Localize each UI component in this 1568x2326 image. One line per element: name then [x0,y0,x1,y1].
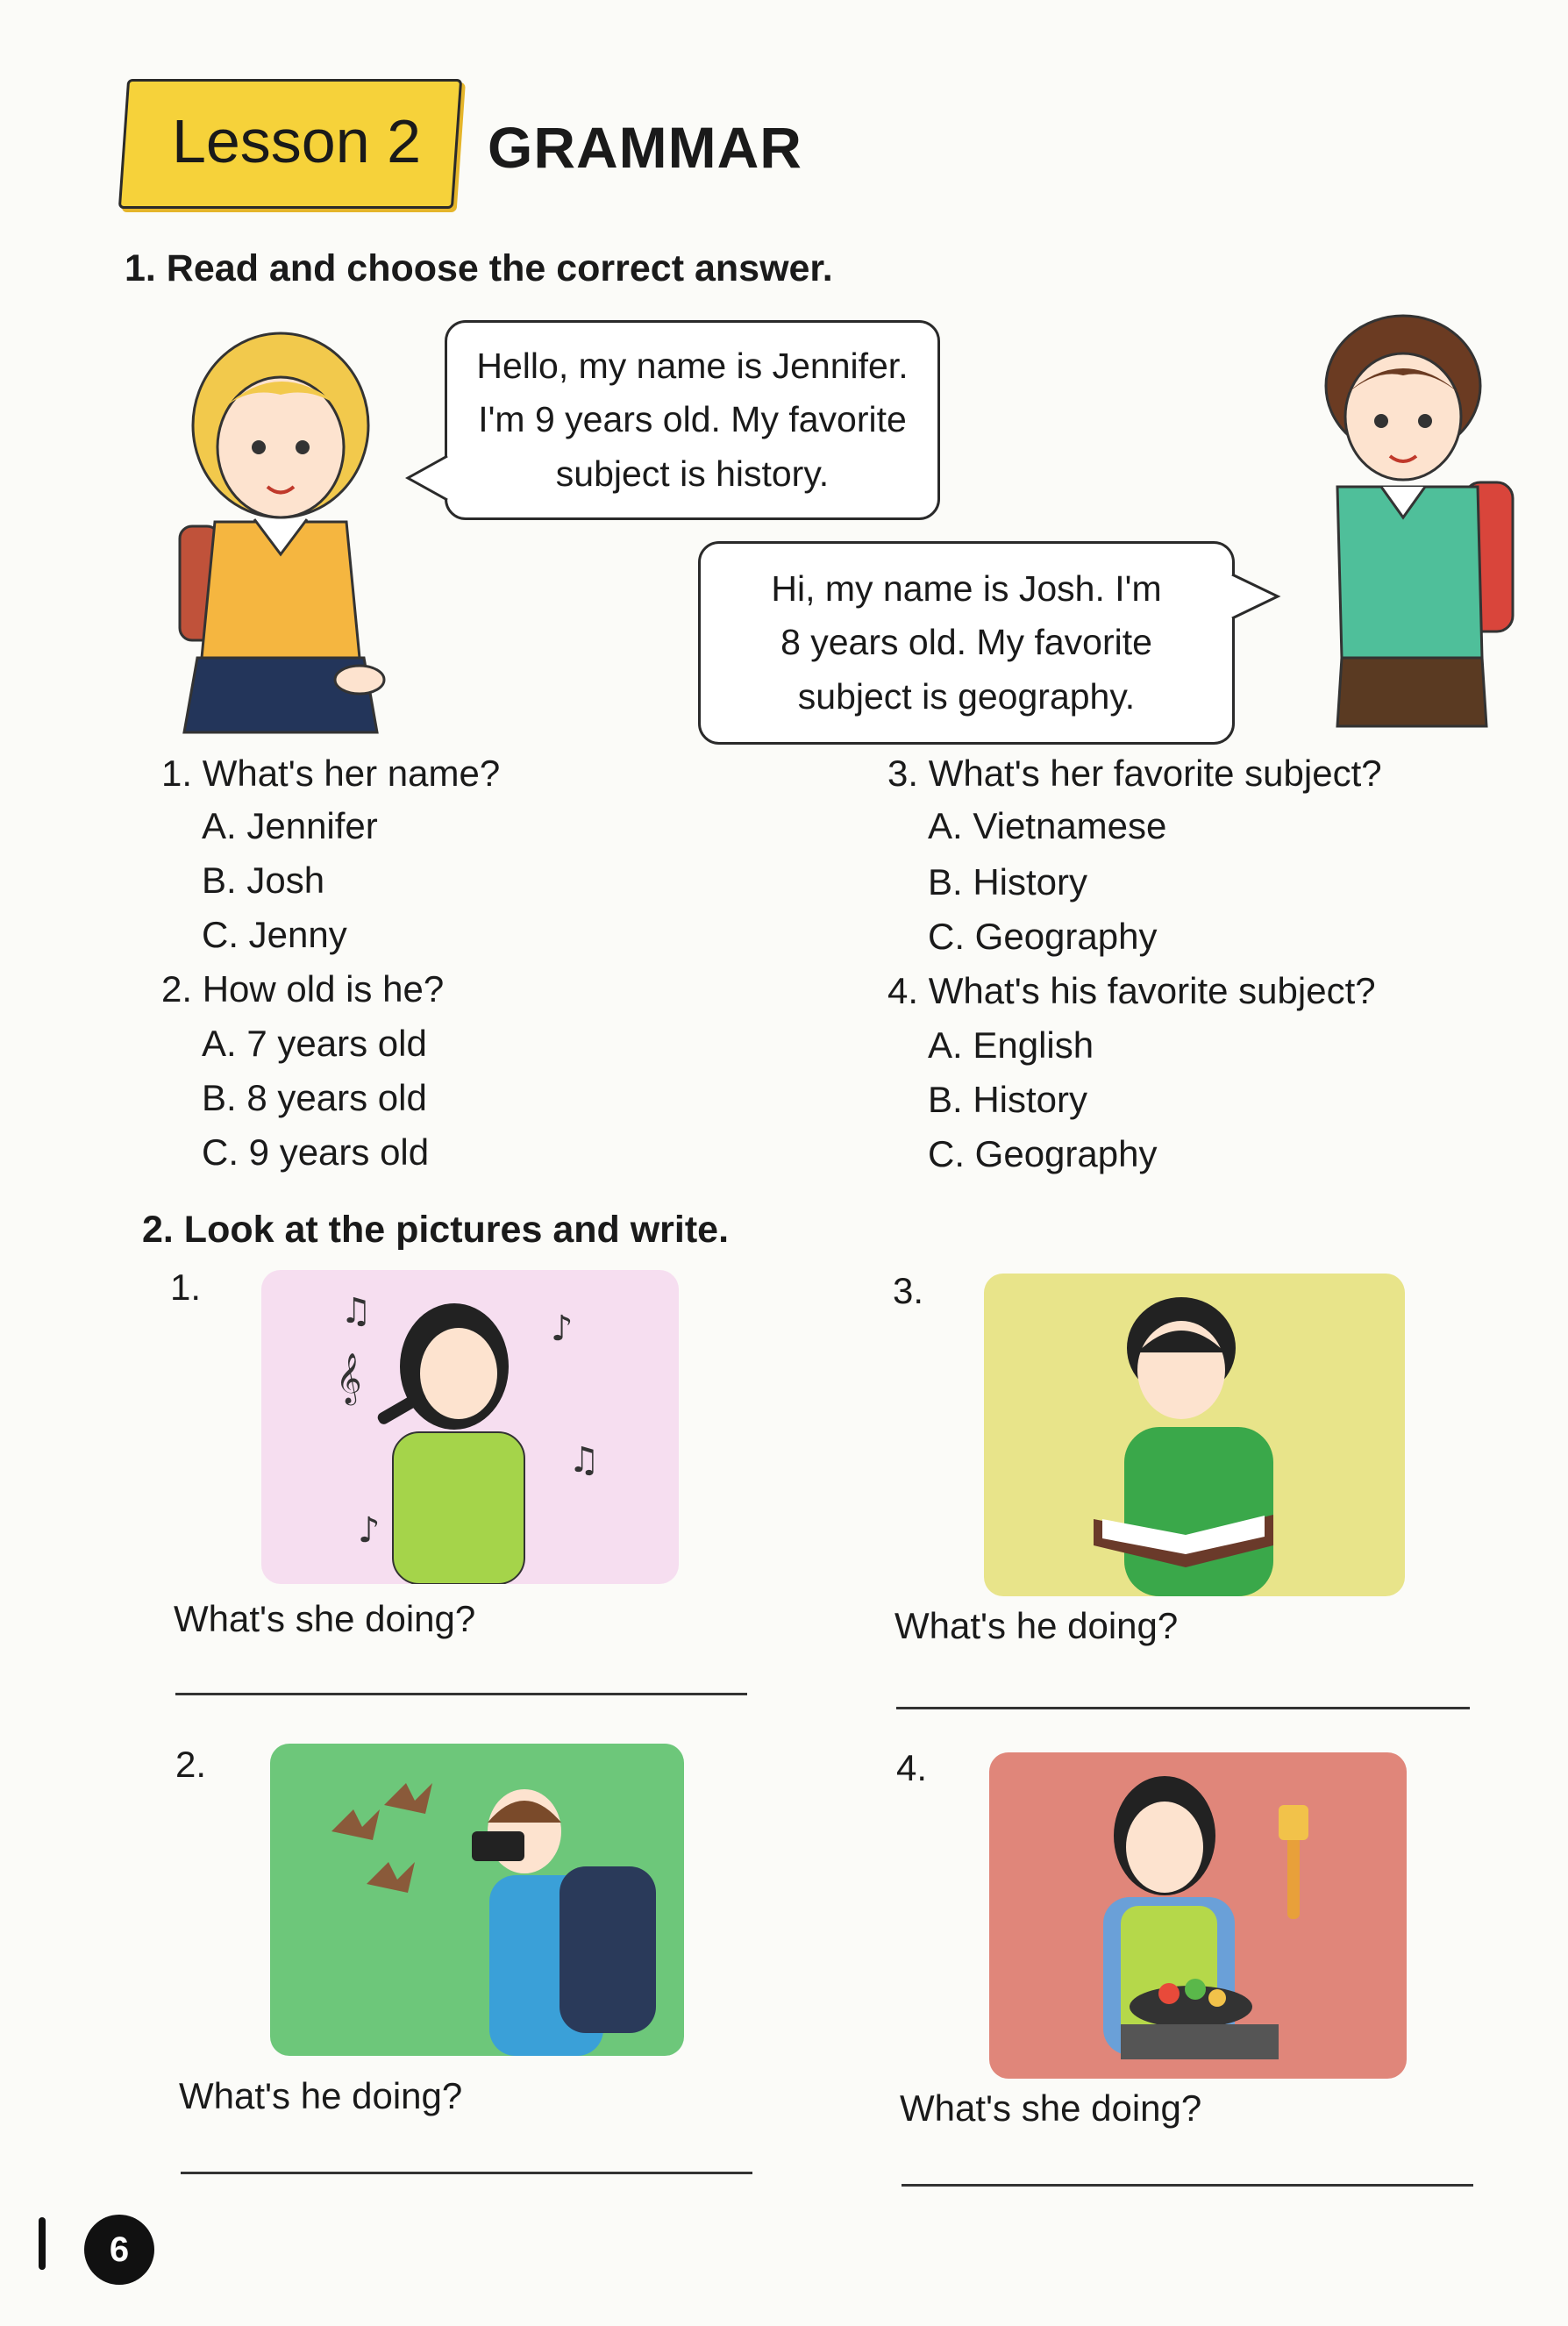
girl-cooking-illustration [989,1752,1407,2079]
item-4-picture [989,1752,1407,2079]
question-4-option-b[interactable]: B. History [928,1079,1088,1120]
item-3-prompt: What's he doing? [894,1605,1179,1646]
boy-bubble-line: subject is geography. [797,675,1136,717]
svg-text:♫: ♫ [568,1440,600,1481]
item-2-answer-line[interactable] [181,2172,752,2174]
section-title: GRAMMAR [488,115,802,180]
item-3-picture [984,1274,1405,1596]
question-1-option-c[interactable]: C. Jenny [202,914,347,955]
question-4-option-a[interactable]: A. English [928,1024,1094,1066]
item-4-number: 4. [896,1747,928,1788]
question-2-option-a[interactable]: A. 7 years old [202,1023,427,1064]
girl-speech-bubble [445,320,940,520]
boy-bubble-line: 8 years old. My favorite [780,622,1152,663]
item-2-number: 2. [175,1744,207,1785]
girl-bubble-line: Hello, my name is Jennifer. [476,345,909,386]
boy-bubble-tail [1229,570,1282,623]
exercise2-instruction: 2. Look at the pictures and write. [142,1209,730,1251]
svg-text:♫: ♫ [340,1291,372,1331]
question-4-option-c[interactable]: C. Geography [928,1133,1158,1174]
boy-speech-bubble [698,541,1235,745]
girl-bubble-tail [405,452,449,504]
svg-text:♪: ♪ [358,1510,381,1551]
man-photographing-birds-illustration [270,1744,684,2056]
item-4-answer-line[interactable] [902,2184,1473,2187]
boy-reading-book-illustration [984,1274,1405,1596]
item-1-answer-line[interactable] [175,1693,747,1695]
item-3-answer-line[interactable] [896,1707,1470,1709]
item-1-picture [261,1270,679,1584]
girl-character-illustration [149,325,412,737]
girl-bubble-line: subject is history. [555,453,830,494]
girl-singing-illustration [261,1270,679,1584]
boy-bubble-line: Hi, my name is Josh. I'm [771,567,1162,609]
question-2-option-b[interactable]: B. 8 years old [202,1077,427,1118]
question-3: 3. What's her favorite subject? [887,753,1382,794]
exercise1-instruction: 1. Read and choose the correct answer. [125,247,833,289]
question-3-option-c[interactable]: C. Geography [928,916,1158,957]
svg-text:♪: ♪ [551,1309,574,1349]
item-2-picture [270,1744,684,2056]
page-number: 6 [84,2215,154,2285]
boy-character-illustration [1289,307,1526,728]
lesson-label: Lesson 2 [171,107,422,175]
question-3-option-a[interactable]: A. Vietnamese [928,805,1167,846]
girl-bubble-line: I'm 9 years old. My favorite [478,399,907,440]
item-1-prompt: What's she doing? [174,1598,476,1639]
item-2-prompt: What's he doing? [179,2075,463,2116]
item-4-prompt: What's she doing? [900,2087,1202,2129]
item-3-number: 3. [893,1270,924,1311]
question-3-option-b[interactable]: B. History [928,861,1088,903]
question-1: 1. What's her name? [161,753,501,794]
question-2-option-c[interactable]: C. 9 years old [202,1131,430,1173]
item-1-number: 1. [170,1266,202,1308]
question-1-option-b[interactable]: B. Josh [202,860,325,901]
question-4: 4. What's his favorite subject? [887,970,1376,1011]
page-edge-mark [39,2217,46,2270]
question-2: 2. How old is he? [161,968,445,1010]
question-1-option-a[interactable]: A. Jennifer [202,805,378,846]
svg-text:𝄞: 𝄞 [336,1352,362,1403]
